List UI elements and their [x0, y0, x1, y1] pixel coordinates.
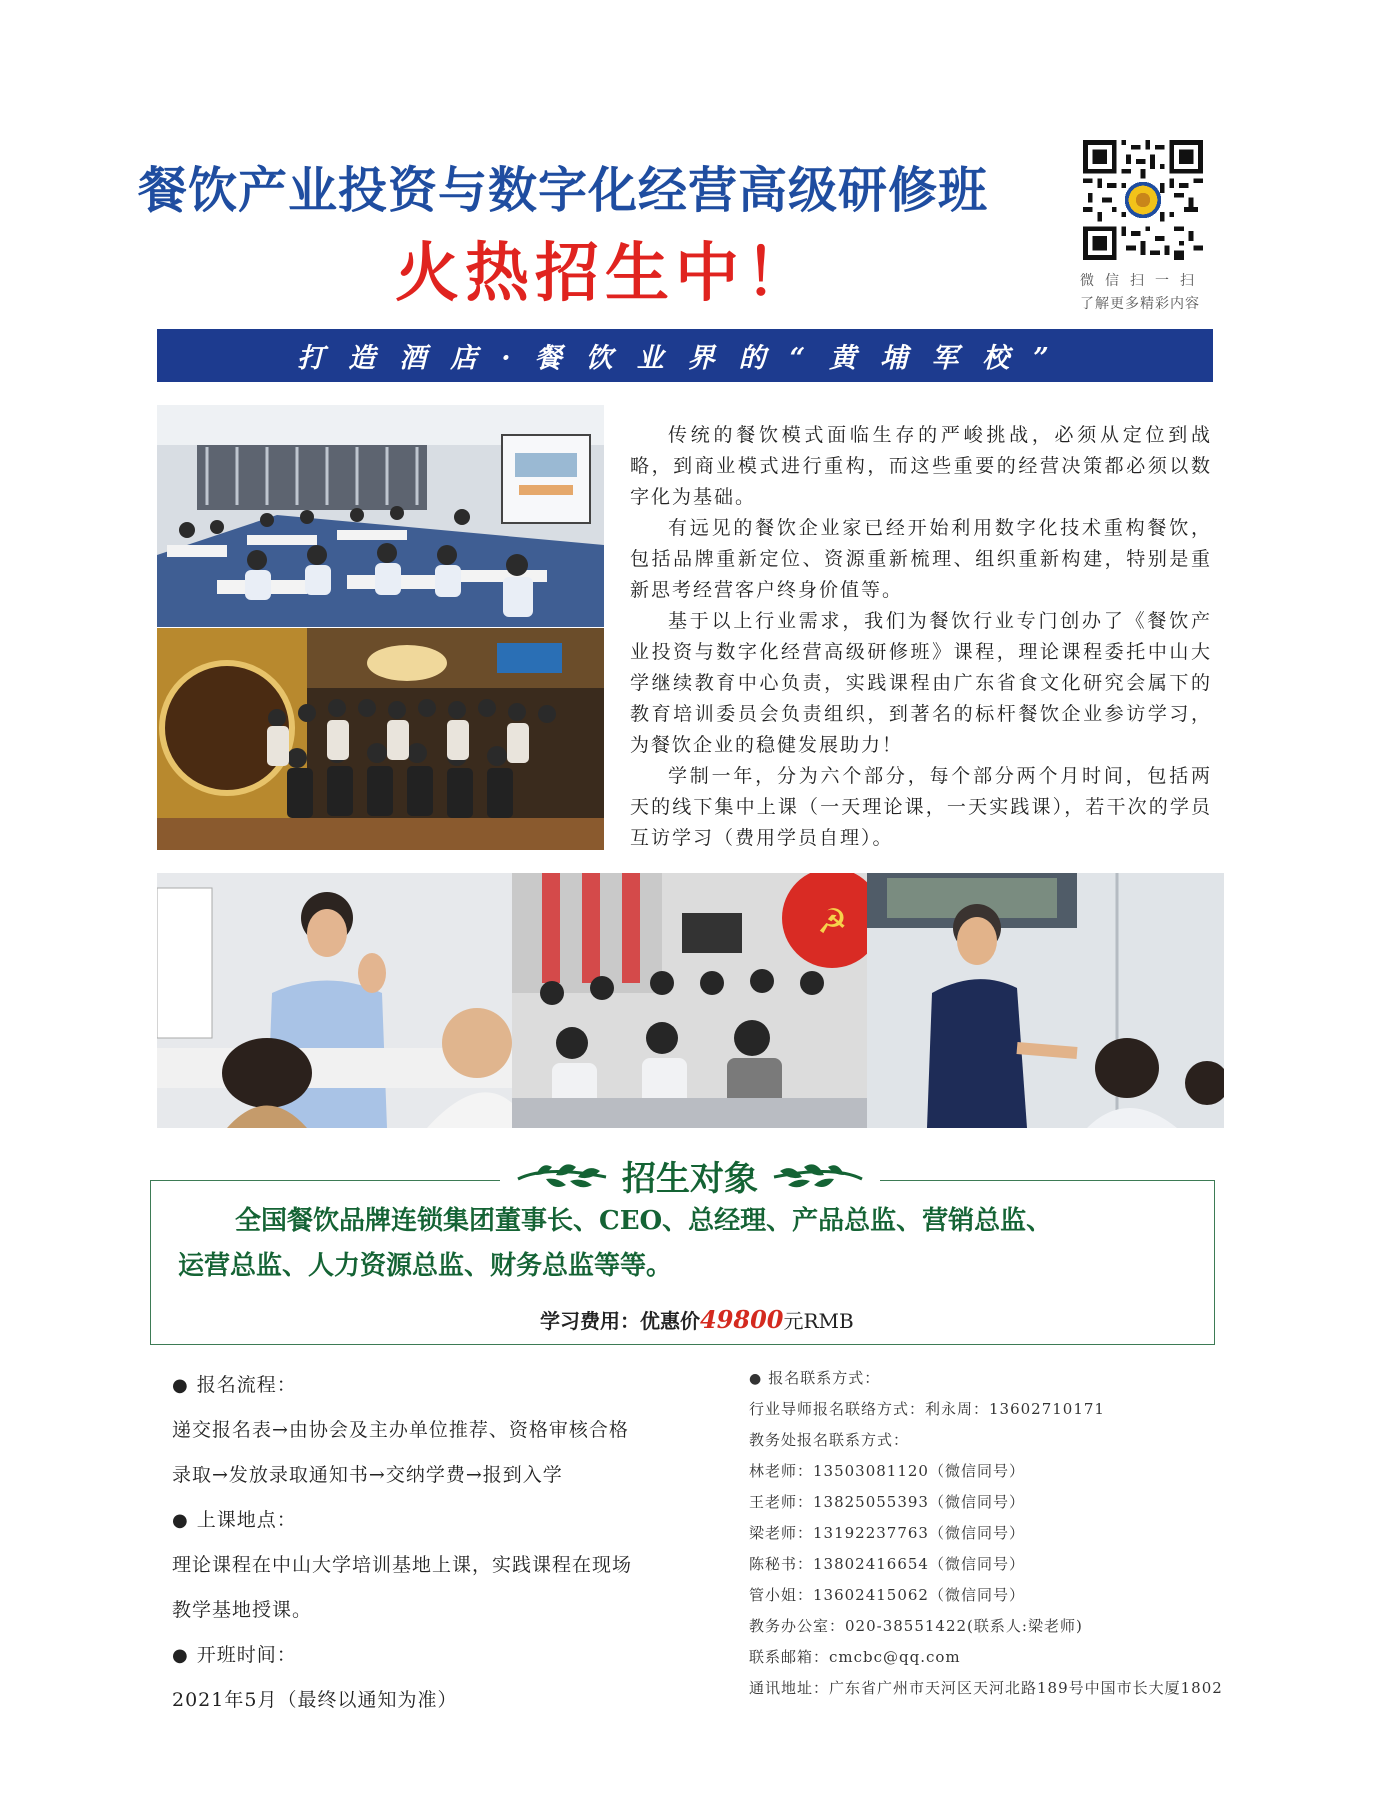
- intro-text: [630, 420, 1212, 854]
- contact-person: 王老师：13825055393（微信同号）: [749, 1493, 1025, 1511]
- registration-step-line: 递交报名表→由协会及主办单位推荐、资格审核合格: [172, 1419, 629, 1441]
- intro-paragraph: 学制一年，分为六个部分，每个部分两个月时间，包括两天的线下集中上课（一天理论课，一天实践课），若干次的学员互访学习（费用学员自理）。: [630, 765, 1212, 849]
- svg-text:☭: ☭: [817, 902, 848, 942]
- contact-person: 梁老师：13192237763（微信同号）: [749, 1524, 1025, 1542]
- classroom-photo: [157, 405, 604, 627]
- qr-caption-scan: 微信扫一扫: [1080, 273, 1205, 289]
- contact-person: 林老师：13503081120（微信同号）: [749, 1462, 1025, 1480]
- page-title: 餐饮产业投资与数字化经营高级研修班: [138, 162, 989, 219]
- process-info: [172, 1363, 692, 1723]
- start-date-heading: ● 开班时间：: [172, 1633, 692, 1678]
- location-heading: ● 上课地点：: [172, 1498, 692, 1543]
- fee-unit: 元RMB: [783, 1309, 854, 1333]
- contact-heading: ● 报名联系方式：: [749, 1363, 1349, 1394]
- start-date-line: 2021年5月（最终以通知为准）: [172, 1689, 458, 1711]
- mailing-address: 通讯地址：广东省广州市天河区天河北路189号中国市长大厦1802: [749, 1679, 1223, 1697]
- slogan-text: 打造酒店·餐饮业界的“黄埔军校”: [297, 343, 1073, 374]
- registration-step-line: 录取→发放录取通知书→交纳学费→报到入学: [172, 1464, 563, 1486]
- intro-paragraph: 有远见的餐饮企业家已经开始利用数字化技术重构餐饮，包括品牌重新定位、资源重新梳理、组织重新构建，特别是重新思考经营客户终身价值等。: [630, 517, 1212, 601]
- contact-email: 联系邮箱：cmcbc@qq.com: [749, 1648, 961, 1666]
- fee-label: 学习费用：优惠价: [540, 1309, 700, 1333]
- contact-info: [749, 1363, 1349, 1704]
- contact-person: 陈秘书：13802416654（微信同号）: [749, 1555, 1025, 1573]
- qr-code-icon: [1083, 140, 1203, 260]
- location-line: 理论课程在中山大学培训基地上课，实践课程在现场: [172, 1554, 633, 1576]
- fee-amount: 49800: [700, 1305, 784, 1334]
- contact-person: 管小姐：13602415062（微信同号）: [749, 1586, 1025, 1604]
- slogan-banner: [157, 329, 1213, 382]
- lecturer-photo: [157, 873, 512, 1128]
- office-phone: 教务办公室：020-38551422(联系人:梁老师): [749, 1617, 1083, 1635]
- laurel-right-icon: [772, 1157, 864, 1193]
- audience-photo: [512, 873, 867, 1128]
- qr-caption-more: 了解更多精彩内容: [1080, 296, 1200, 312]
- speaker-photo: [867, 873, 1224, 1128]
- page-subtitle: 火热招生中！: [395, 237, 815, 311]
- target-audience-line: 全国餐饮品牌连锁集团董事长、CEO、总经理、产品总监、营销总监、: [235, 1206, 1053, 1236]
- intro-paragraph: 传统的餐饮模式面临生存的严峻挑战，必须从定位到战略，到商业模式进行重构，而这些重要的经营决策都必须以数字化为基础。: [630, 424, 1212, 508]
- enrollment-title: 招生对象: [622, 1158, 758, 1199]
- laurel-left-icon: [516, 1157, 608, 1193]
- enrollment-heading: [500, 1150, 880, 1200]
- registration-heading: ● 报名流程：: [172, 1363, 692, 1408]
- intro-paragraph: 基于以上行业需求，我们为餐饮行业专门创办了《餐饮产业投资与数字化经营高级研修班》课程，理论课程委托中山大学继续教育中心负责，实践课程由广东省食文化研究会属下的教育培训委员会负责组织，到著名的标杆餐饮企业参访学习，为餐饮企业的稳健发展助力！: [630, 610, 1212, 756]
- target-audience-line: 运营总监、人力资源总监、财务总监等等。: [178, 1251, 673, 1281]
- mentor-contact: 行业导师报名联络方式：利永周：13602710171: [749, 1400, 1105, 1418]
- group-photo: [157, 628, 604, 850]
- tuition-fee: [540, 1305, 854, 1334]
- location-line: 教学基地授课。: [172, 1599, 313, 1621]
- office-contact-heading: 教务处报名联系方式：: [749, 1431, 910, 1449]
